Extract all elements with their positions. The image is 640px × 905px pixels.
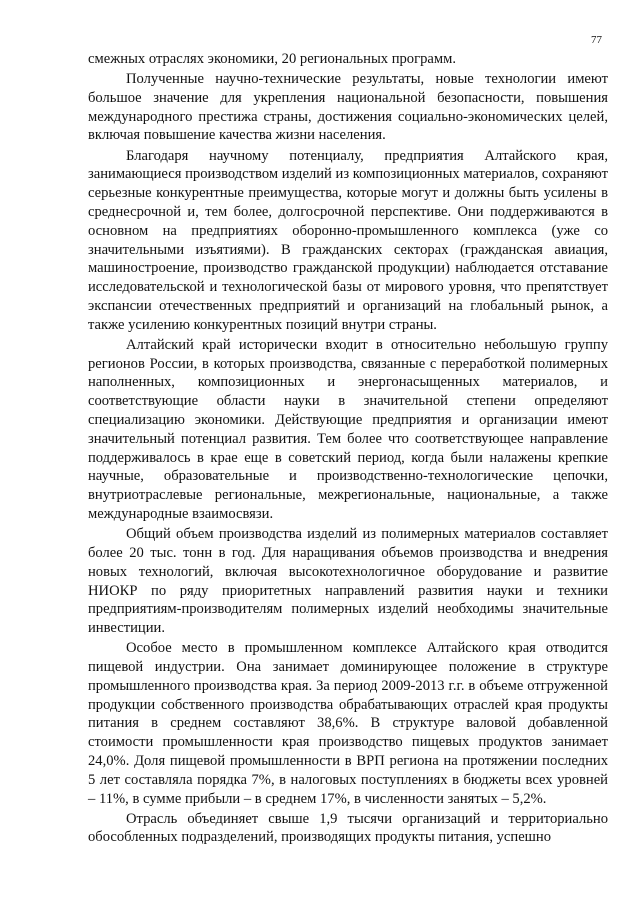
paragraph: смежных отраслях экономики, 20 региональных программ. [88, 51, 456, 67]
paragraph: Благодаря научному потенциалу, предприятия Алтайского края, занимающиеся производством изделий из композиционных материалов, сохраняют серьезные конкурентные преимущества, которые могут и должны быть усилены в среднесрочной и, тем более, долгосрочной перспективе. Они поддерживаются в основном на предприятиях оборонно-промышленного комплекса (уже со значительными изъятиями). В гражданских секторах (гражданская авиация, машиностроение, производство гражданской продукции) наблюдается отставание исследовательской и технологической базы от мирового уровня, что препятствует экспансии отечественных предприятий и организаций на глобальный рынок, а также усилению конкурентных позиций внутри страны. [88, 147, 608, 333]
paragraph: Отрасль объединяет свыше 1,9 тысячи организаций и территориально обособленных подразделений, производящих продукты питания, успешно [88, 810, 608, 846]
paragraph: Алтайский край исторически входит в относительно небольшую группу регионов России, в которых производства, связанные с переработкой полимерных наполненных, композиционных и энергонасыщенных материалов, и соответствующие области науки в значительной степени определяют специализацию экономики. Действующие предприятия и организации имеют значительный потенциал развития. Тем более что соответствующее направление поддерживалось в крае еще в советский период, когда были налажены крепкие научные, образовательные и производственно-технологические цепочки, внутриотраслевые региональные, межрегиональные, национальные, а также международные взаимосвязи. [88, 336, 608, 523]
body-text [88, 50, 608, 849]
paragraph: Особое место в промышленном комплексе Алтайского края отводится пищевой индустрии. Она занимает доминирующее положение в структуре промышленного производства края. За период 2009-2013 г.г. в объеме отгруженной продукции собственного производства обрабатывающих отраслей края продукты питания в среднем составляют 38,6%. В структуре валовой добавленной стоимости промышленности края производство пищевых продуктов занимает 24,0%. Доля пищевой промышленности в ВРП региона на протяжении последних 5 лет составляла порядка 7%, в налоговых поступлениях в бюджеты всех уровней – 11%, в сумме прибыли – в среднем 17%, в численности занятых – 5,2%. [88, 640, 608, 807]
paragraph: Полученные научно-технические результаты, новые технологии имеют большое значение для укрепления национальной безопасности, повышения международного престижа страны, достижения социально-экономических целей, включая повышение качества жизни населения. [88, 71, 608, 144]
page-number: 77 [591, 34, 602, 46]
paragraph: Общий объем производства изделий из полимерных материалов составляет более 20 тыс. тонн в год. Для наращивания объемов производства и внедрения новых технологий, включая высокотехнологичное оборудование и развитие НИОКР по ряду приоритетных направлений развития науки и техники предприятиям-производителям полимерных изделий необходимы значительные инвестиции. [88, 526, 608, 637]
